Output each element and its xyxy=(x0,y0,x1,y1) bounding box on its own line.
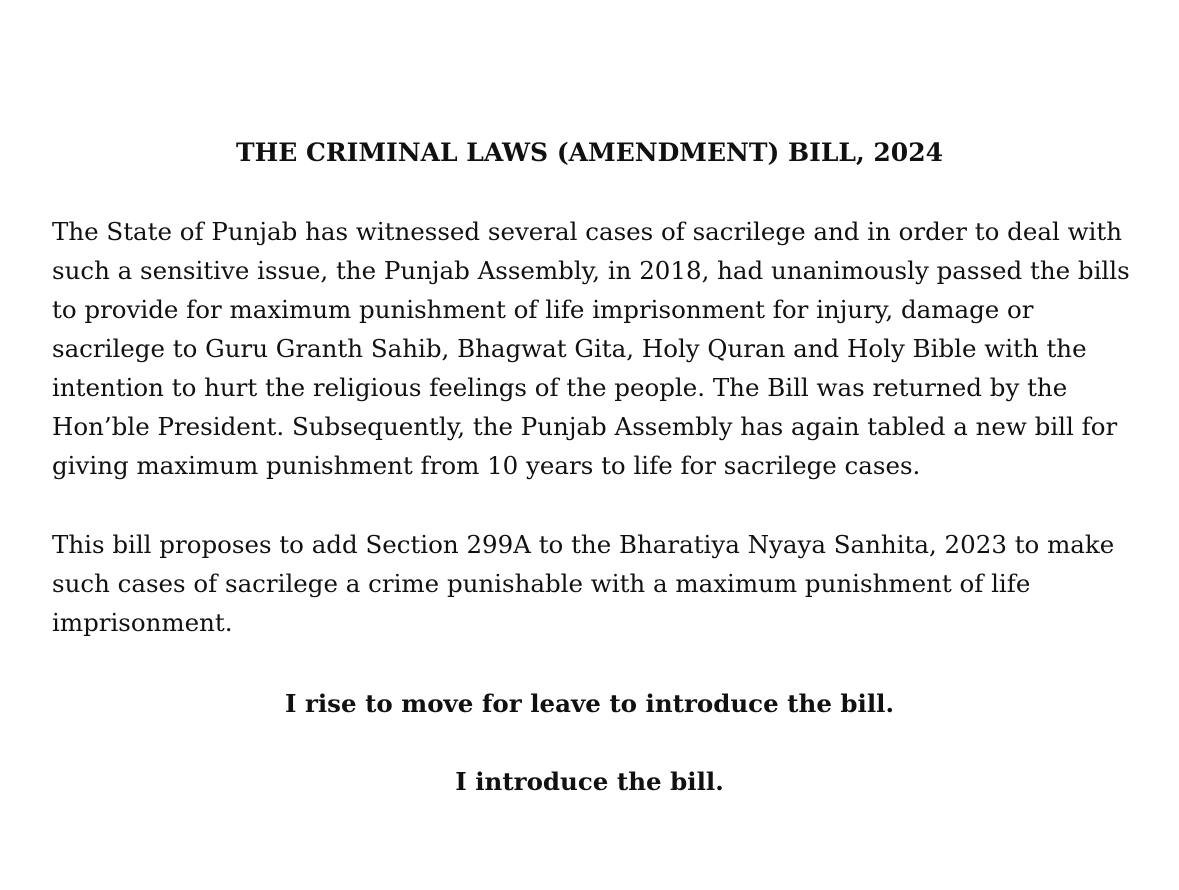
bill-title: THE CRIMINAL LAWS (AMENDMENT) BILL, 2024 xyxy=(236,138,943,167)
paragraph-line: giving maximum punishment from 10 years to life for sacrilege cases. xyxy=(52,451,921,480)
background-paragraph xyxy=(52,212,1130,485)
paragraph-line: sacrilege to Guru Granth Sahib, Bhagwat Gita, Holy Quran and Holy Bible with the xyxy=(52,334,1087,363)
paragraph-line: such a sensitive issue, the Punjab Assembly, in 2018, had unanimously passed the bills xyxy=(52,256,1130,285)
paragraph-line: such cases of sacrilege a crime punishable with a maximum punishment of life xyxy=(52,569,1031,598)
paragraph-line: imprisonment. xyxy=(52,608,233,637)
paragraph-line: The State of Punjab has witnessed several cases of sacrilege and in order to deal with xyxy=(52,217,1122,246)
introduction-statement: I introduce the bill. xyxy=(455,767,724,796)
paragraph-line: This bill proposes to add Section 299A to the Bharatiya Nyaya Sanhita, 2023 to make xyxy=(52,530,1115,559)
paragraph-line: to provide for maximum punishment of life imprisonment for injury, damage or xyxy=(52,295,1034,324)
paragraph-line: intention to hurt the religious feelings of the people. The Bill was returned by the xyxy=(52,373,1068,402)
paragraph-line: Hon’ble President. Subsequently, the Punjab Assembly has again tabled a new bill for xyxy=(52,412,1118,441)
proposal-paragraph xyxy=(52,525,1114,642)
motion-statement: I rise to move for leave to introduce the bill. xyxy=(284,689,895,718)
